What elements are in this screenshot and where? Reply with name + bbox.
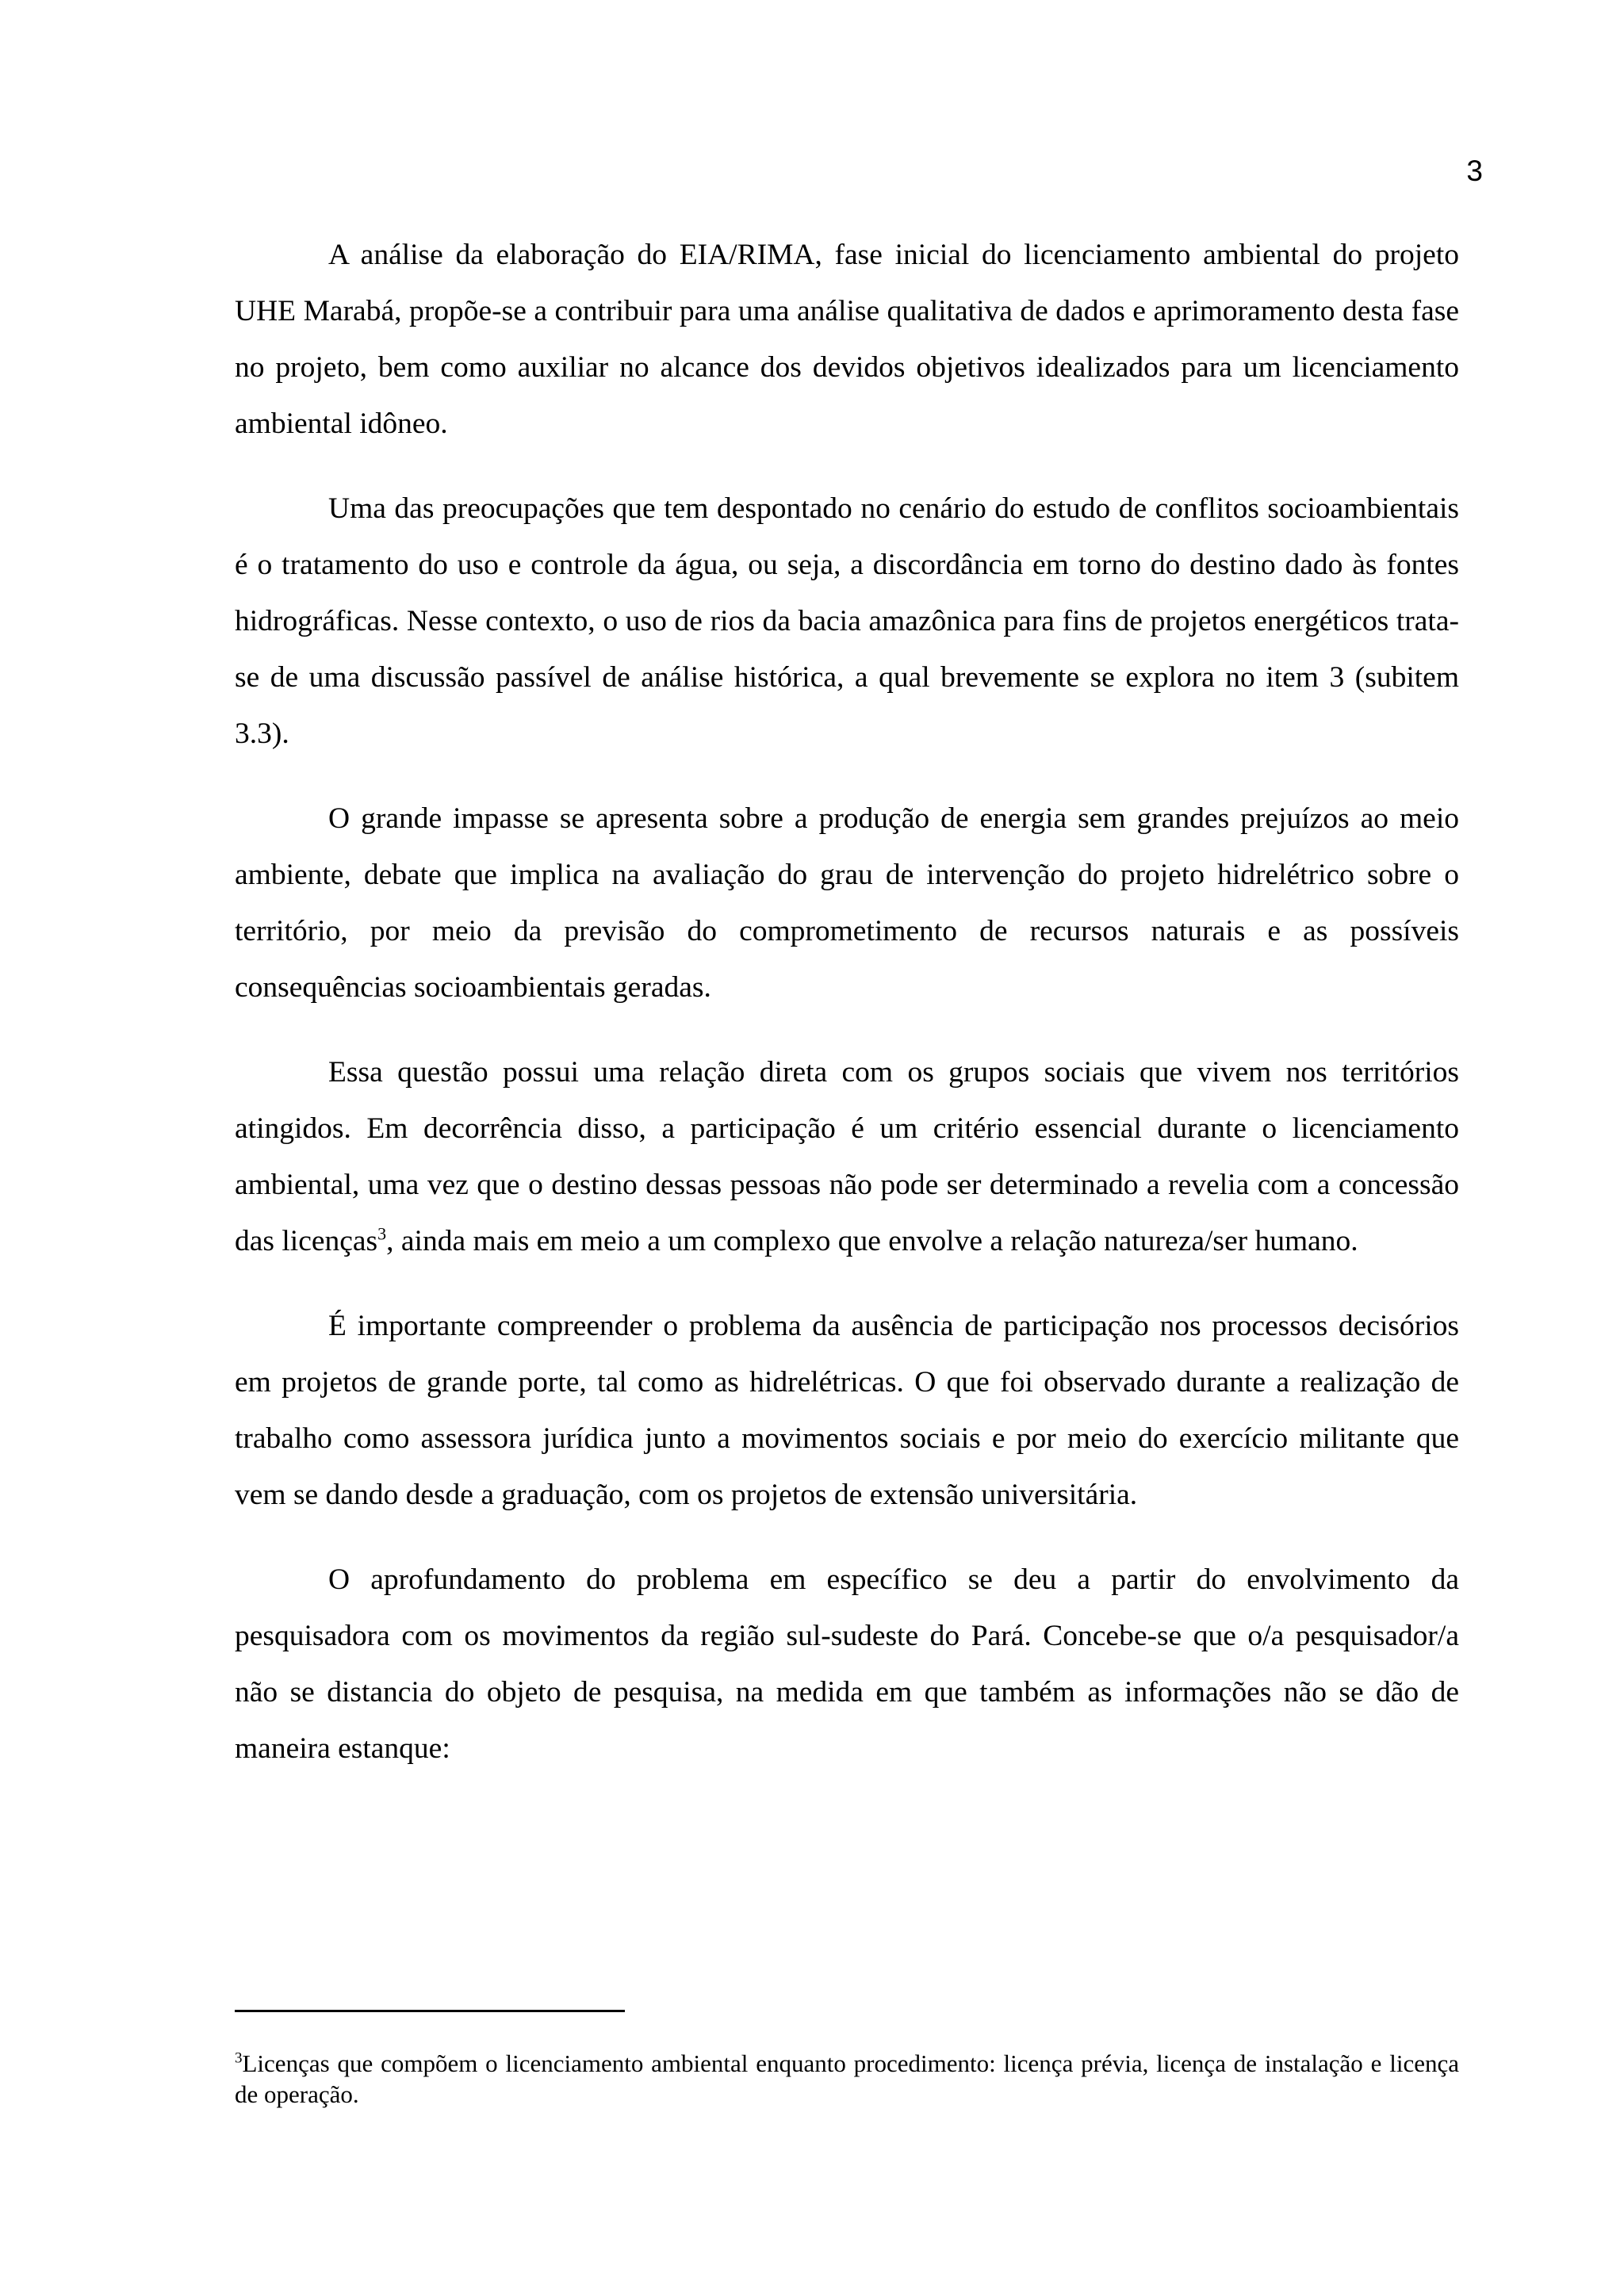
paragraph-2: Uma das preocupações que tem despontado no cenário do estudo de conflitos socioambientais é o tratamento do uso e controle da água, ou seja, a discordância em torno do destino dado às fontes hidrográficas. Nesse contexto, o uso de rios da bacia amazônica para fins de projetos energéticos trata-se de uma discussão passível de análise histórica, a qual brevemente se explora no item 3 (subitem 3.3).: [235, 492, 1459, 750]
paragraph-4: [235, 1044, 1459, 1269]
paragraph-3: O grande impasse se apresenta sobre a produção de energia sem grandes prejuízos ao meio ambiente, debate que implica na avaliação do grau de intervenção do projeto hidrelétrico sobre o território, por meio da previsão do comprometimento de recursos naturais e as possíveis consequências socioambientais geradas.: [235, 802, 1459, 1004]
page-number: 3: [1466, 155, 1483, 187]
footnote-separator: [235, 2010, 625, 2012]
body-text: [235, 227, 1459, 1805]
paragraph-4-text-after: , ainda mais em meio a um complexo que envolve a relação natureza/ser humano.: [386, 1225, 1358, 1257]
footnote: [235, 2048, 1459, 2110]
footnote-marker: 3: [235, 2049, 243, 2067]
paragraph-1: A análise da elaboração do EIA/RIMA, fase inicial do licenciamento ambiental do projeto UHE Marabá, propõe-se a contribuir para uma análise qualitativa de dados e aprimoramento desta fase no projeto, bem como auxiliar no alcance dos devidos objetivos idealizados para um licenciamento ambiental idôneo.: [235, 239, 1459, 440]
paragraph-5: É importante compreender o problema da ausência de participação nos processos decisórios em projetos de grande porte, tal como as hidrelétricas. O que foi observado durante a realização de trabalho como assessora jurídica junto a movimentos sociais e por meio do exercício militante que vem se dando desde a graduação, com os projetos de extensão universitária.: [235, 1310, 1459, 1511]
paragraph-6: O aprofundamento do problema em específico se deu a partir do envolvimento da pesquisadora com os movimentos da região sul-sudeste do Pará. Concebe-se que o/a pesquisador/a não se distancia do objeto de pesquisa, na medida em que também as informações não se dão de maneira estanque:: [235, 1563, 1459, 1765]
footnote-text: Licenças que compõem o licenciamento ambiental enquanto procedimento: licença prévia, licença de instalação e licença de operação.: [235, 2049, 1459, 2108]
paragraph-4-text-before: Essa questão possui uma relação direta com os grupos sociais que vivem nos territórios atingidos. Em decorrência disso, a participação é um critério essencial durante o licenciamento ambiental, uma vez que o destino dessas pessoas não pode ser determinado a revelia com a concessão das licenças: [235, 1056, 1459, 1257]
footnote-reference[interactable]: 3: [377, 1223, 387, 1244]
